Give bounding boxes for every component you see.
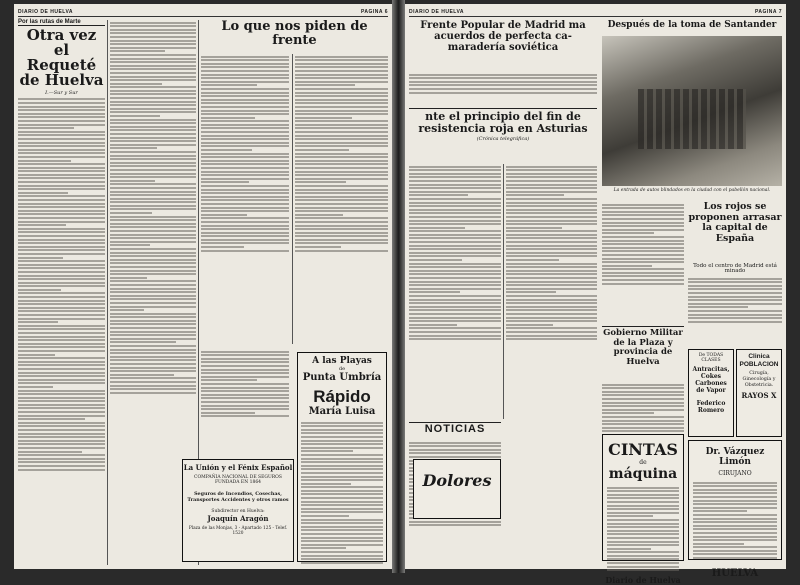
ad-founded: FUNDADA EN 1864 [214, 480, 262, 485]
article-headline: Frente Popular de Madrid ma acuerdos de perfecta camaradería soviética [420, 20, 586, 53]
article-headline: Lo que nos piden de frente [221, 19, 368, 48]
ad-line: HUELVA [711, 567, 759, 579]
left-page-header [18, 7, 388, 17]
right-header-masthead: DIARIO DE HUELVA [409, 8, 465, 15]
ad-line: Dr. Vázquez Limón [705, 447, 765, 467]
photo-title-block [602, 20, 782, 34]
ad-line: Rápido [313, 387, 371, 406]
article-headline: nte el principio del fin de resistencia roja en Asturias [409, 108, 597, 135]
ad-dr-vazquez-limon [688, 440, 782, 579]
ad-doloretas [413, 459, 501, 519]
ad-line: María Luisa [308, 406, 376, 417]
right-article-1-body [409, 72, 597, 108]
right-page-header [409, 7, 782, 17]
right-page [405, 4, 786, 585]
ad-line: A las Playas [312, 356, 372, 366]
photo-caption: La entrada de autos blindados en la ciudad con el pabellón nacional. [613, 188, 771, 193]
article-headline: Los rojos se proponen arrasar la capital de España [688, 201, 782, 244]
article-body-text [688, 278, 782, 323]
left-column-3 [201, 54, 289, 344]
article-body-text [295, 56, 388, 252]
ad-line: de [639, 459, 647, 466]
ad-body [603, 482, 683, 576]
right-article-2-col-2 [506, 164, 597, 419]
ad-line: CINTAS [608, 440, 678, 459]
photo-title: Después de la toma de Santander [607, 20, 777, 30]
column-rule [292, 54, 293, 344]
right-article-3-body [688, 276, 782, 344]
ad-line: Diario de Huelva [605, 574, 681, 585]
ad-playas-punta-umbria [297, 352, 387, 562]
ad-address: Plaza de las Monjas, 3 - Apartado 125 - Telef. 1520 [188, 526, 288, 536]
ad-cintas-maquina [602, 434, 684, 585]
right-article-3-head [688, 202, 782, 262]
column-rule [107, 20, 108, 565]
article-body-text [602, 204, 684, 285]
page-gutter [392, 0, 405, 573]
ad-agent-name: Joaquín Aragón [207, 514, 269, 523]
ad-line: De TODAS CLASES [698, 353, 724, 363]
ad-la-union-y-el-fenix [182, 459, 294, 562]
right-article-1-head [409, 20, 597, 70]
ad-body [689, 477, 781, 564]
ad-agent-label: Subdirector en Huelva: [211, 509, 265, 514]
article-body-text [409, 74, 597, 94]
ad-timetable [298, 417, 386, 568]
left-column-4 [295, 54, 388, 344]
news-photo [602, 36, 782, 186]
article-body-text [110, 22, 196, 394]
ad-line: máquina [608, 466, 678, 482]
right-article-3-sub [688, 262, 782, 274]
ad-subtitle: COMPAÑIA NACIONAL DE SEGUROS [194, 475, 282, 480]
ad-line: Punta Umbría [302, 372, 382, 383]
section-title: NOTICIAS [424, 423, 486, 435]
ad-line: Federico Romero [696, 400, 726, 414]
article-body-text [201, 56, 289, 252]
article-body-text [409, 166, 501, 341]
ad-line: RAYOS X [741, 391, 777, 401]
article-body-text [506, 166, 597, 341]
left-header-page-number: PAGINA 6 [360, 8, 388, 15]
right-article-2-col-1 [409, 164, 501, 419]
ad-line: de [338, 366, 346, 372]
article-subhead: Todo el centro de Madrid está minado [693, 263, 777, 275]
ad-line: Clinica POBLACION [739, 353, 779, 368]
ad-line: Cirugía, Ginecología y Obstetricia. [742, 371, 776, 388]
ad-clinica-poblacion [736, 349, 782, 437]
article-headline: Gobierno Militar de la Plaza y provincia de Huelva [603, 328, 683, 367]
ad-brand: Dolores [422, 471, 492, 490]
left-column-3-lower [201, 349, 289, 451]
article-body-text [18, 98, 105, 470]
noticias-head [409, 422, 501, 438]
ad-title: La Unión y el Fénix Español [183, 463, 293, 472]
article-section: I.—Sur y Sur [45, 90, 78, 97]
gobierno-militar-head [602, 326, 684, 382]
ad-body: Seguros de Incendios, Cosechas, Transportes Accidentes y otros ramos [187, 491, 289, 503]
ad-line: CIRUJANO [718, 470, 752, 477]
column-rule [503, 164, 504, 419]
right-header-page-number: PAGINA 7 [754, 8, 782, 15]
article-subhead: (Crónica telegráfica) [476, 136, 530, 142]
left-header-masthead: DIARIO DE HUELVA [18, 8, 74, 15]
right-column-middle [602, 202, 684, 322]
article-headline: Otra vez el Requeté de Huelva [19, 26, 104, 90]
article-kicker: Por las rutas de Marte [18, 20, 105, 26]
left-column-1 [18, 20, 105, 565]
left-page [14, 4, 392, 569]
ad-carbones [688, 349, 734, 437]
article-body-text [201, 351, 289, 418]
ad-line: Antracitas, Cokes Carbones de Vapor [692, 366, 730, 394]
right-article-2-head [409, 108, 597, 160]
